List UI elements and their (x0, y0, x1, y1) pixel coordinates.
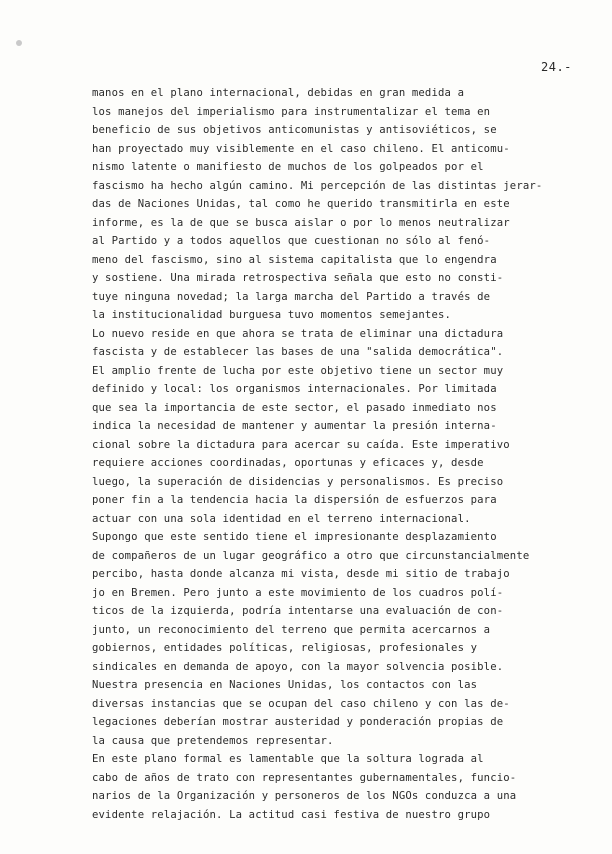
text-line: que sea la importancia de este sector, el pasado inmediato nos (92, 401, 497, 414)
text-line: cional sobre la dictadura para acercar su caída. Este imperativo (92, 438, 510, 451)
page-number: 24.- (541, 60, 572, 74)
text-line: junto, un reconocimiento del terreno que permita acercarnos a (92, 623, 491, 636)
text-line: fascismo ha hecho algún camino. Mi percepción de las distintas jerar- (92, 179, 543, 192)
text-line: jo en Bremen. Pero junto a este movimiento de los cuadros polí- (92, 586, 504, 599)
text-line: definido y local: los organismos internacionales. Por limitada (92, 383, 497, 395)
text-line: percibo, hasta donde alcanza mi vista, desde mi sitio de trabajo (92, 568, 510, 580)
text-line: la causa que pretendemos representar. (92, 734, 334, 747)
text-line: luego, la superación de disidencias y personalismos. Es preciso (92, 475, 504, 488)
punch-hole-mark (16, 40, 22, 46)
text-line: poner fin a la tendencia hacia la dispersión de esfuerzos para (92, 494, 497, 506)
text-line: narios de la Organización y personeros de los NGOs conduzca a una (92, 790, 517, 802)
text-line: legaciones deberían mostrar austeridad y ponderación propias de (92, 716, 504, 728)
text-line: tuye ninguna novedad; la larga marcha del Partido a través de (92, 290, 491, 303)
text-line: sindicales en demanda de apoyo, con la mayor solvencia posible. (92, 660, 504, 673)
text-line: beneficio de sus objetivos anticomunistas y antisoviéticos, se (92, 124, 497, 136)
text-line: diversas instancias que se ocupan del caso chileno y con las de- (92, 697, 510, 710)
text-line: meno del fascismo, sino al sistema capitalista que lo engendra (92, 253, 497, 266)
text-line: han proyectado muy visiblemente en el caso chileno. El anticomu- (92, 142, 510, 155)
text-line: al Partido y a todos aquellos que cuestionan no sólo al fenó- (92, 235, 491, 247)
text-line: Nuestra presencia en Naciones Unidas, los contactos con las (92, 679, 478, 691)
text-line: El amplio frente de lucha por este objetivo tiene un sector muy (92, 364, 504, 377)
text-line: evidente relajación. La actitud casi festiva de nuestro grupo (92, 808, 491, 821)
text-line: ticos de la izquierda, podría intentarse una evaluación de con- (92, 605, 504, 617)
text-line: Supongo que este sentido tiene el impresionante desplazamiento (92, 531, 497, 543)
text-line: fascista y de establecer las bases de una "salida democrática". (92, 346, 504, 358)
text-line: requiere acciones coordinadas, oportunas y eficaces y, desde (92, 457, 484, 469)
text-line: manos en el plano internacional, debidas en gran medida a (92, 87, 465, 99)
text-line: das de Naciones Unidas, tal como he querido transmitirla en este (92, 198, 510, 210)
text-line: de compañeros de un lugar geográfico a otro que circunstancialmente (92, 549, 530, 562)
text-line: actuar con una sola identidad en el terreno internacional. (92, 512, 471, 525)
text-line: En este plano formal es lamentable que la soltura lograda al (92, 753, 484, 765)
text-line: la institucionalidad burguesa tuvo momentos semejantes. (92, 309, 452, 321)
text-line: cabo de años de trato con representantes gubernamentales, funcio- (92, 771, 517, 784)
text-line: y sostiene. Una mirada retrospectiva señala que esto no consti- (92, 272, 504, 284)
text-line: informe, es la de que se busca aislar o por lo menos neutralizar (92, 216, 510, 229)
text-line: nismo latente o manifiesto de muchos de los golpeados por el (92, 161, 484, 173)
document-body (92, 84, 552, 824)
text-line: los manejos del imperialismo para instrumentalizar el tema en (92, 105, 491, 118)
text-line: gobiernos, entidades políticas, religiosas, profesionales y (92, 642, 478, 654)
text-line: indica la necesidad de mantener y aumentar la presión interna- (92, 420, 497, 432)
text-line: Lo nuevo reside en que ahora se trata de eliminar una dictadura (92, 327, 504, 340)
